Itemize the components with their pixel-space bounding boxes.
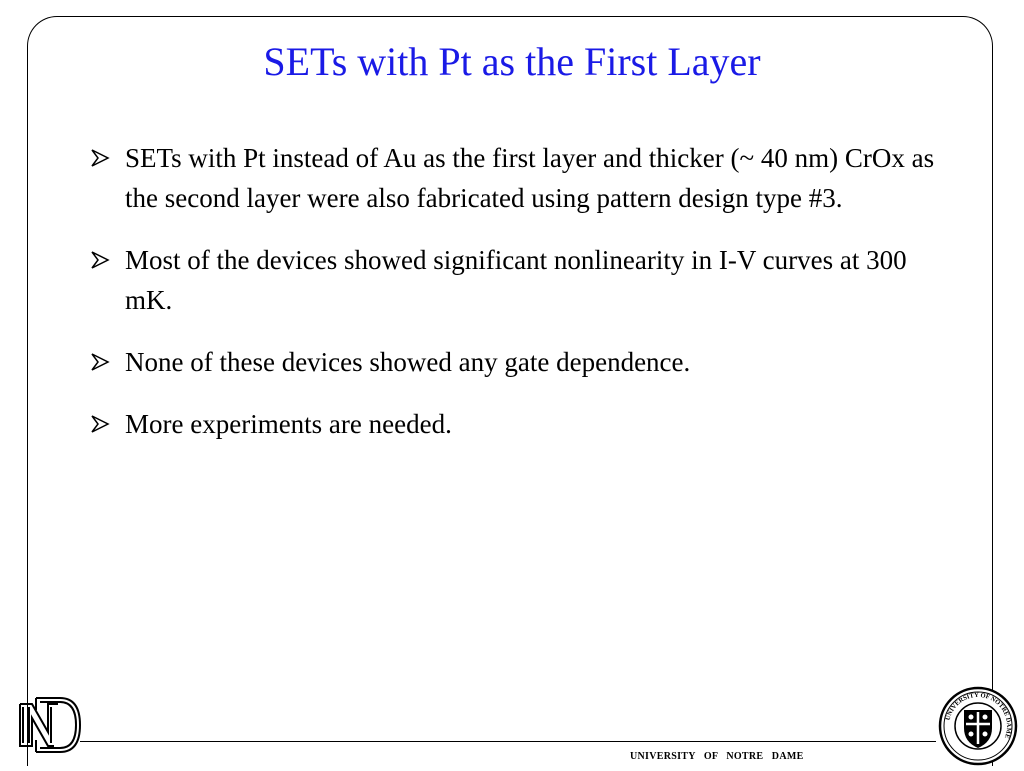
slide-title: SETs with Pt as the First Layer (263, 39, 761, 84)
bullet-text: Most of the devices showed significant nonlinearity in I-V curves at 300 mK. (125, 245, 907, 315)
university-seal-icon (938, 686, 1018, 766)
bullet-text: None of these devices showed any gate dependence. (125, 347, 691, 377)
arrow-bullet-icon (88, 240, 112, 280)
bullet-item (88, 342, 948, 382)
bullet-item (88, 404, 948, 444)
bullet-item (88, 138, 948, 218)
footer-rule (80, 741, 936, 742)
footer-university-name: UNIVERSITY OF NOTRE DAME (630, 751, 804, 762)
bullet-item (88, 240, 948, 320)
arrow-bullet-icon (88, 342, 112, 382)
arrow-bullet-icon (88, 138, 112, 178)
seal-ring-text: UNIVERSITY OF NOTRE DAME (944, 691, 1013, 740)
arrow-bullet-icon (88, 404, 112, 444)
nd-monogram-icon (14, 694, 84, 756)
bullet-text: SETs with Pt instead of Au as the first layer and thicker (~ 40 nm) CrOx as the second layer were also fabricated using pattern design type #3. (125, 143, 935, 213)
bullet-text: More experiments are needed. (125, 409, 452, 439)
bullet-list (88, 138, 948, 466)
